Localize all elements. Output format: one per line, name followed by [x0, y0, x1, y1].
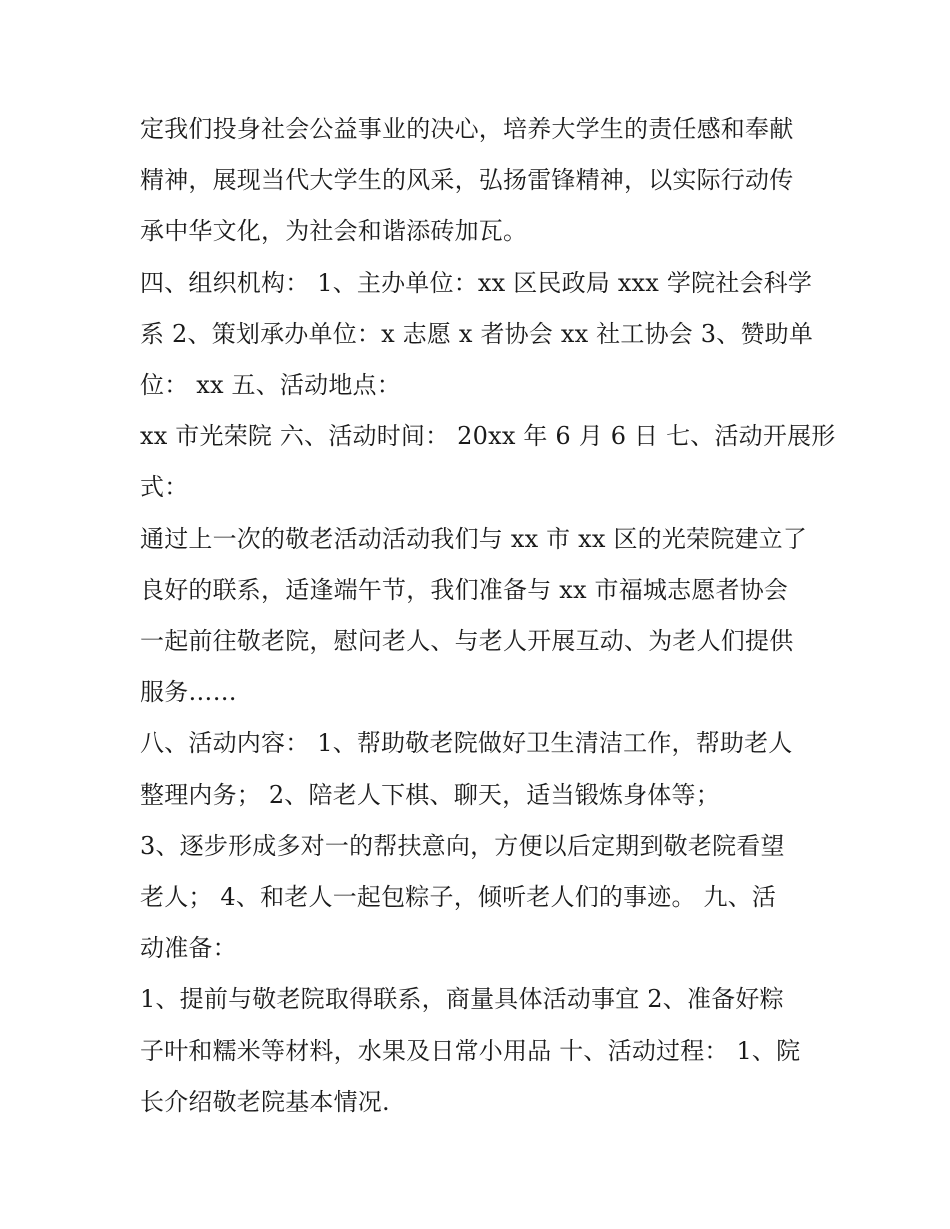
- text-line: 八、活动内容： 1、帮助敬老院做好卫生清洁工作，帮助老人: [140, 729, 793, 758]
- text-line: 位： xx 五、活动地点：: [140, 371, 401, 400]
- text-line: 动准备：: [140, 934, 237, 963]
- text-line: 系 2、策划承办单位：x 志愿 x 者协会 xx 社工协会 3、赞助单: [140, 319, 814, 348]
- text-line: 精神，展现当代大学生的风采，弘扬雷锋精神，以实际行动传: [140, 166, 794, 195]
- text-line: 老人； 4、和老人一起包粽子，倾听老人们的事迹。 九、活: [140, 883, 777, 912]
- text-line: 四、组织机构： 1、主办单位：xx 区民政局 xxx 学院社会科学: [140, 268, 813, 297]
- text-line: 通过上一次的敬老活动活动我们与 xx 市 xx 区的光荣院建立了: [140, 524, 808, 553]
- text-line: 式：: [140, 473, 189, 502]
- text-line: 3、逐步形成多对一的帮扶意向，方便以后定期到敬老院看望: [140, 831, 785, 860]
- text-line: 承中华文化，为社会和谐添砖加瓦。: [140, 217, 528, 246]
- document-body: [140, 104, 836, 1128]
- text-line: 服务……: [140, 678, 237, 707]
- text-line: 一起前往敬老院，慰问老人、与老人开展互动、为老人们提供: [140, 627, 794, 656]
- text-line: 整理内务； 2、陪老人下棋、聊天，适当锻炼身体等；: [140, 780, 720, 809]
- text-line: 1、提前与敬老院取得联系，商量具体活动事宜 2、准备好粽: [140, 985, 784, 1014]
- text-line: 良好的联系，适逢端午节，我们准备与 xx 市福城志愿者协会: [140, 575, 789, 604]
- text-line: 子叶和糯米等材料，水果及日常小用品 十、活动过程： 1、院: [140, 1036, 801, 1065]
- text-line: 长介绍敬老院基本情况.: [140, 1087, 390, 1116]
- text-line: xx 市光荣院 六、活动时间： 20xx 年 6 月 6 日 七、活动开展形: [140, 422, 836, 451]
- text-line: 定我们投身社会公益事业的决心，培养大学生的责任感和奉献: [140, 115, 794, 143]
